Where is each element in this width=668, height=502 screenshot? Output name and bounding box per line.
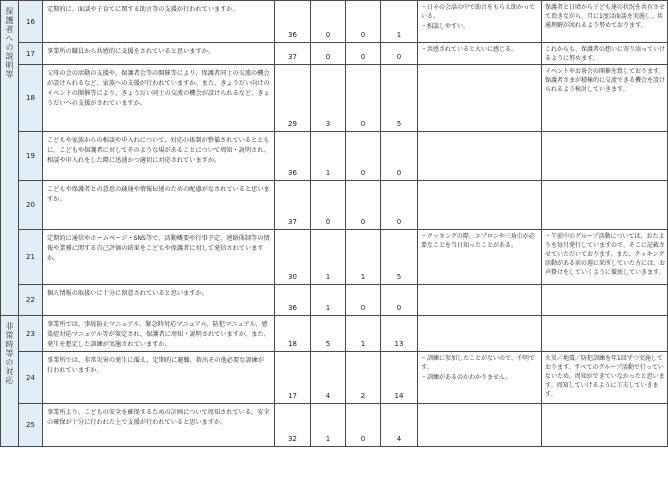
parent-comment: ・相談しやすい。 bbox=[421, 23, 470, 30]
count-yes: 37 bbox=[275, 181, 311, 230]
facility-comment: ・午前中のグループ活動については、おたよりを毎月発行していますので、そこに記載させていただいております。また、クッキング活動がある前の週に来所していた方には、お声掛けをしていくように徹底していきます。 bbox=[545, 233, 666, 276]
section-parent-support bbox=[1, 1, 19, 316]
count-neither: 4 bbox=[311, 352, 346, 404]
parent-comments bbox=[418, 43, 542, 65]
count-unknown: 5 bbox=[381, 230, 418, 285]
parent-comments bbox=[418, 132, 542, 181]
item-number: 22 bbox=[19, 285, 43, 316]
count-neither: 5 bbox=[311, 316, 346, 352]
count-neither: 0 bbox=[311, 43, 346, 65]
parent-comments bbox=[418, 1, 542, 43]
parent-comments bbox=[418, 285, 542, 316]
question-text: 事業所の職員から共感的に支援をされていると思いますか。 bbox=[43, 43, 275, 65]
table-row bbox=[1, 181, 668, 230]
count-neither: 3 bbox=[311, 65, 346, 132]
facility-comments bbox=[542, 1, 668, 43]
parent-comment: ・日々の会話の中で助言をもらえ助かっている。 bbox=[421, 4, 536, 20]
item-number: 16 bbox=[19, 1, 43, 43]
table-row bbox=[1, 230, 668, 285]
count-unknown: 13 bbox=[381, 316, 418, 352]
count-unknown: 14 bbox=[381, 352, 418, 404]
parent-comments bbox=[418, 404, 542, 447]
table-row bbox=[1, 404, 668, 447]
table-row bbox=[1, 1, 668, 43]
facility-comments bbox=[542, 43, 668, 65]
parent-comments bbox=[418, 230, 542, 285]
question-text: 父母の会の活動の支援や、保護者会等の開催等により、保護者同士の交流の機会が設けられるなど、家族への支援が行われていますか。また、きょうだい向けのイベントの開催等により、きょうだい同士の交流の機会が設けられるなど、きょうだいへの支援がされていますか。 bbox=[43, 65, 275, 132]
facility-comment: 保護者と日頃から子ども達の状況を共有させて頂きながら、月に1度は面談を実施し、共通理解が図れるよう努めております。 bbox=[545, 4, 666, 29]
count-yes: 36 bbox=[275, 285, 311, 316]
question-text: 定期的に、面談や子育てに関する助言等の支援が行われていますか。 bbox=[43, 1, 275, 43]
count-no: 0 bbox=[346, 285, 381, 316]
question-text: 個人情報の取扱いに十分に留意されていると思いますか。 bbox=[43, 285, 275, 316]
count-neither: 0 bbox=[311, 181, 346, 230]
count-no: 1 bbox=[346, 230, 381, 285]
parent-comments bbox=[418, 352, 542, 404]
facility-comments bbox=[542, 65, 668, 132]
count-neither: 1 bbox=[311, 285, 346, 316]
item-number: 23 bbox=[19, 316, 43, 352]
count-unknown: 4 bbox=[381, 404, 418, 447]
table-row bbox=[1, 285, 668, 316]
count-neither: 0 bbox=[311, 1, 346, 43]
facility-comments bbox=[542, 181, 668, 230]
parent-comment: ・共感されていると大いに感じる。 bbox=[421, 46, 518, 53]
item-number: 19 bbox=[19, 132, 43, 181]
count-unknown: 1 bbox=[381, 1, 418, 43]
table-row bbox=[1, 352, 668, 404]
table-body bbox=[1, 1, 668, 447]
question-text: こどもや家族からの相談や申入れについて、対応の体制が整備されているとともに、こどもや保護者に対してそのような場があることについて周知・説明され、相談や申入れをした際に迅速かつ適切に対応されていますか。 bbox=[43, 132, 275, 181]
count-neither: 1 bbox=[311, 404, 346, 447]
question-text: 事業所より、こどもの安全を確保するための計画について周知されている。安全の確保が十分に行われた上で支援が行われていると思いますか。 bbox=[43, 404, 275, 447]
item-number: 21 bbox=[19, 230, 43, 285]
count-unknown: 0 bbox=[381, 43, 418, 65]
facility-comments bbox=[542, 352, 668, 404]
parent-comments bbox=[418, 181, 542, 230]
facility-comments bbox=[542, 132, 668, 181]
count-yes: 32 bbox=[275, 404, 311, 447]
facility-comment: これからも、保護者の想いに寄り添っていけるように努めます。 bbox=[545, 46, 666, 62]
section-emergency bbox=[1, 316, 19, 447]
item-number: 24 bbox=[19, 352, 43, 404]
table-row bbox=[1, 43, 668, 65]
count-no: 1 bbox=[346, 316, 381, 352]
item-number: 25 bbox=[19, 404, 43, 447]
item-number: 17 bbox=[19, 43, 43, 65]
count-neither: 1 bbox=[311, 132, 346, 181]
parent-comment: ・訓練があるのかわかりません。 bbox=[421, 374, 512, 381]
count-unknown: 0 bbox=[381, 285, 418, 316]
count-no: 0 bbox=[346, 43, 381, 65]
facility-comments bbox=[542, 230, 668, 285]
parent-comments bbox=[418, 65, 542, 132]
count-no: 0 bbox=[346, 1, 381, 43]
question-text: 事業所では、事故防止マニュアル、緊急時対応マニュアル、防犯マニュアル、感染症対応マニュアル等が策定され、保護者に周知・説明されていますか。また、発生を想定した訓練が実施されていますか。 bbox=[43, 316, 275, 352]
count-yes: 36 bbox=[275, 1, 311, 43]
count-no: 0 bbox=[346, 404, 381, 447]
question-text: こどもや保護者との意思の疎通や情報伝達のための配慮がなされていると思いますか。 bbox=[43, 181, 275, 230]
count-no: 0 bbox=[346, 181, 381, 230]
question-text: 事業所では、非常災害の発生に備え、定期的に避難、救出その他必要な訓練が行われていますか。 bbox=[43, 352, 275, 404]
section-label: 保護者への説明等 bbox=[5, 7, 14, 79]
facility-comments bbox=[542, 285, 668, 316]
table-row bbox=[1, 316, 668, 352]
parent-comment: ・クッキングの際、エプロンや三角巾が必要なことを当日知ったことがある。 bbox=[421, 233, 535, 249]
facility-comments bbox=[542, 316, 668, 352]
table-row bbox=[1, 65, 668, 132]
count-no: 0 bbox=[346, 132, 381, 181]
count-yes: 29 bbox=[275, 65, 311, 132]
table-row bbox=[1, 132, 668, 181]
count-no: 0 bbox=[346, 65, 381, 132]
question-text: 定期的に通信やホームページ・SNS等で、活動概要や行事予定、連絡体制等の情報や業務に関する自己評価の結果をこどもや保護者に対して発信されていますか。 bbox=[43, 230, 275, 285]
facility-comment: 火災／地震／防犯訓練を年1回ずつ実施しております。すべてのグループ活動で行っていないため、周知ができていなかったと思います。周知していけるように工夫していきます。 bbox=[545, 355, 665, 398]
count-yes: 18 bbox=[275, 316, 311, 352]
count-yes: 36 bbox=[275, 132, 311, 181]
count-yes: 17 bbox=[275, 352, 311, 404]
count-unknown: 0 bbox=[381, 181, 418, 230]
item-number: 20 bbox=[19, 181, 43, 230]
facility-comments bbox=[542, 404, 668, 447]
count-neither: 1 bbox=[311, 230, 346, 285]
item-number: 18 bbox=[19, 65, 43, 132]
count-unknown: 5 bbox=[381, 65, 418, 132]
count-no: 2 bbox=[346, 352, 381, 404]
count-yes: 30 bbox=[275, 230, 311, 285]
section-label: 非常時等の対応 bbox=[5, 322, 14, 385]
facility-comment: イベントやお茶会の開催を致しております。保護者さまが積極的に交流できる機会を設けられるよう検討していきます。 bbox=[545, 68, 666, 93]
count-yes: 37 bbox=[275, 43, 311, 65]
parent-comment: ・訓練に参加したことがないので、不明です。 bbox=[421, 355, 535, 371]
parent-comments bbox=[418, 316, 542, 352]
count-unknown: 0 bbox=[381, 132, 418, 181]
